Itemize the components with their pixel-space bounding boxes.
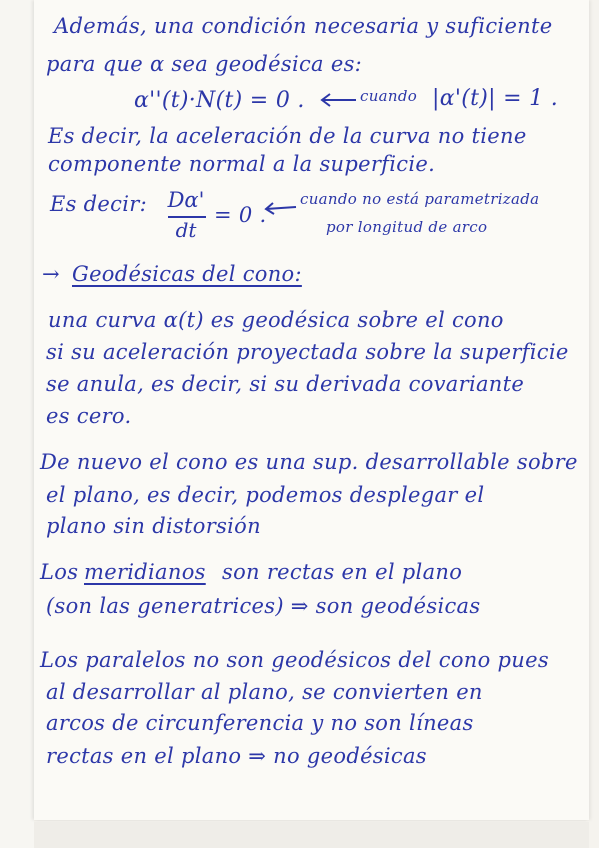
text-line: es cero. <box>46 404 132 428</box>
fraction-derivative <box>166 188 210 246</box>
text-line: para que α sea geodésica es: <box>46 52 363 76</box>
text-line: rectas en el plano ⇒ no geodésicas <box>46 744 427 768</box>
heading-arrow: → <box>42 262 60 286</box>
text-line: si su aceleración proyectada sobre la superficie <box>46 340 569 364</box>
underlined-term: meridianos <box>84 560 206 584</box>
fraction-denominator: dt <box>175 218 197 242</box>
condition-text: |α'(t)| = 1 . <box>432 86 559 111</box>
page-bottom-edge <box>34 822 589 848</box>
text-line: Es decir, la aceleración de la curva no tiene <box>48 124 527 148</box>
text-line: plano sin distorsión <box>46 514 261 538</box>
note-text: cuando <box>360 87 418 105</box>
text-line: De nuevo el cono es una sup. desarrollable sobre <box>40 450 578 474</box>
text-line-start: Los <box>40 560 79 584</box>
text-line: arcos de circunferencia y no son líneas <box>46 711 474 735</box>
text-line: el plano, es decir, podemos desplegar el <box>46 483 485 507</box>
note-text: por longitud de arco <box>326 218 488 236</box>
equation: = 0 . <box>214 203 267 227</box>
text-line: Además, una condición necesaria y suficiente <box>54 14 553 38</box>
note-text: cuando no está parametrizada <box>300 190 540 208</box>
text-line-end: son rectas en el plano <box>222 560 463 584</box>
left-arrow-icon <box>318 92 358 108</box>
page-margin-left <box>0 0 34 848</box>
text-line: una curva α(t) es geodésica sobre el cono <box>48 308 504 332</box>
left-arrow-icon <box>262 200 298 216</box>
text-line: Es decir: <box>50 192 147 216</box>
equation: α''(t)·N(t) = 0 . <box>134 88 305 113</box>
text-line: Los paralelos no son geodésicos del cono pues <box>40 648 549 672</box>
text-line: (son las generatrices) ⇒ son geodésicas <box>46 594 481 618</box>
section-heading: Geodésicas del cono: <box>72 262 302 286</box>
text-line: al desarrollar al plano, se convierten en <box>46 680 483 704</box>
fraction-numerator: Dα' <box>167 188 205 212</box>
text-line: se anula, es decir, si su derivada covariante <box>46 372 525 396</box>
text-line: componente normal a la superficie. <box>48 152 436 176</box>
